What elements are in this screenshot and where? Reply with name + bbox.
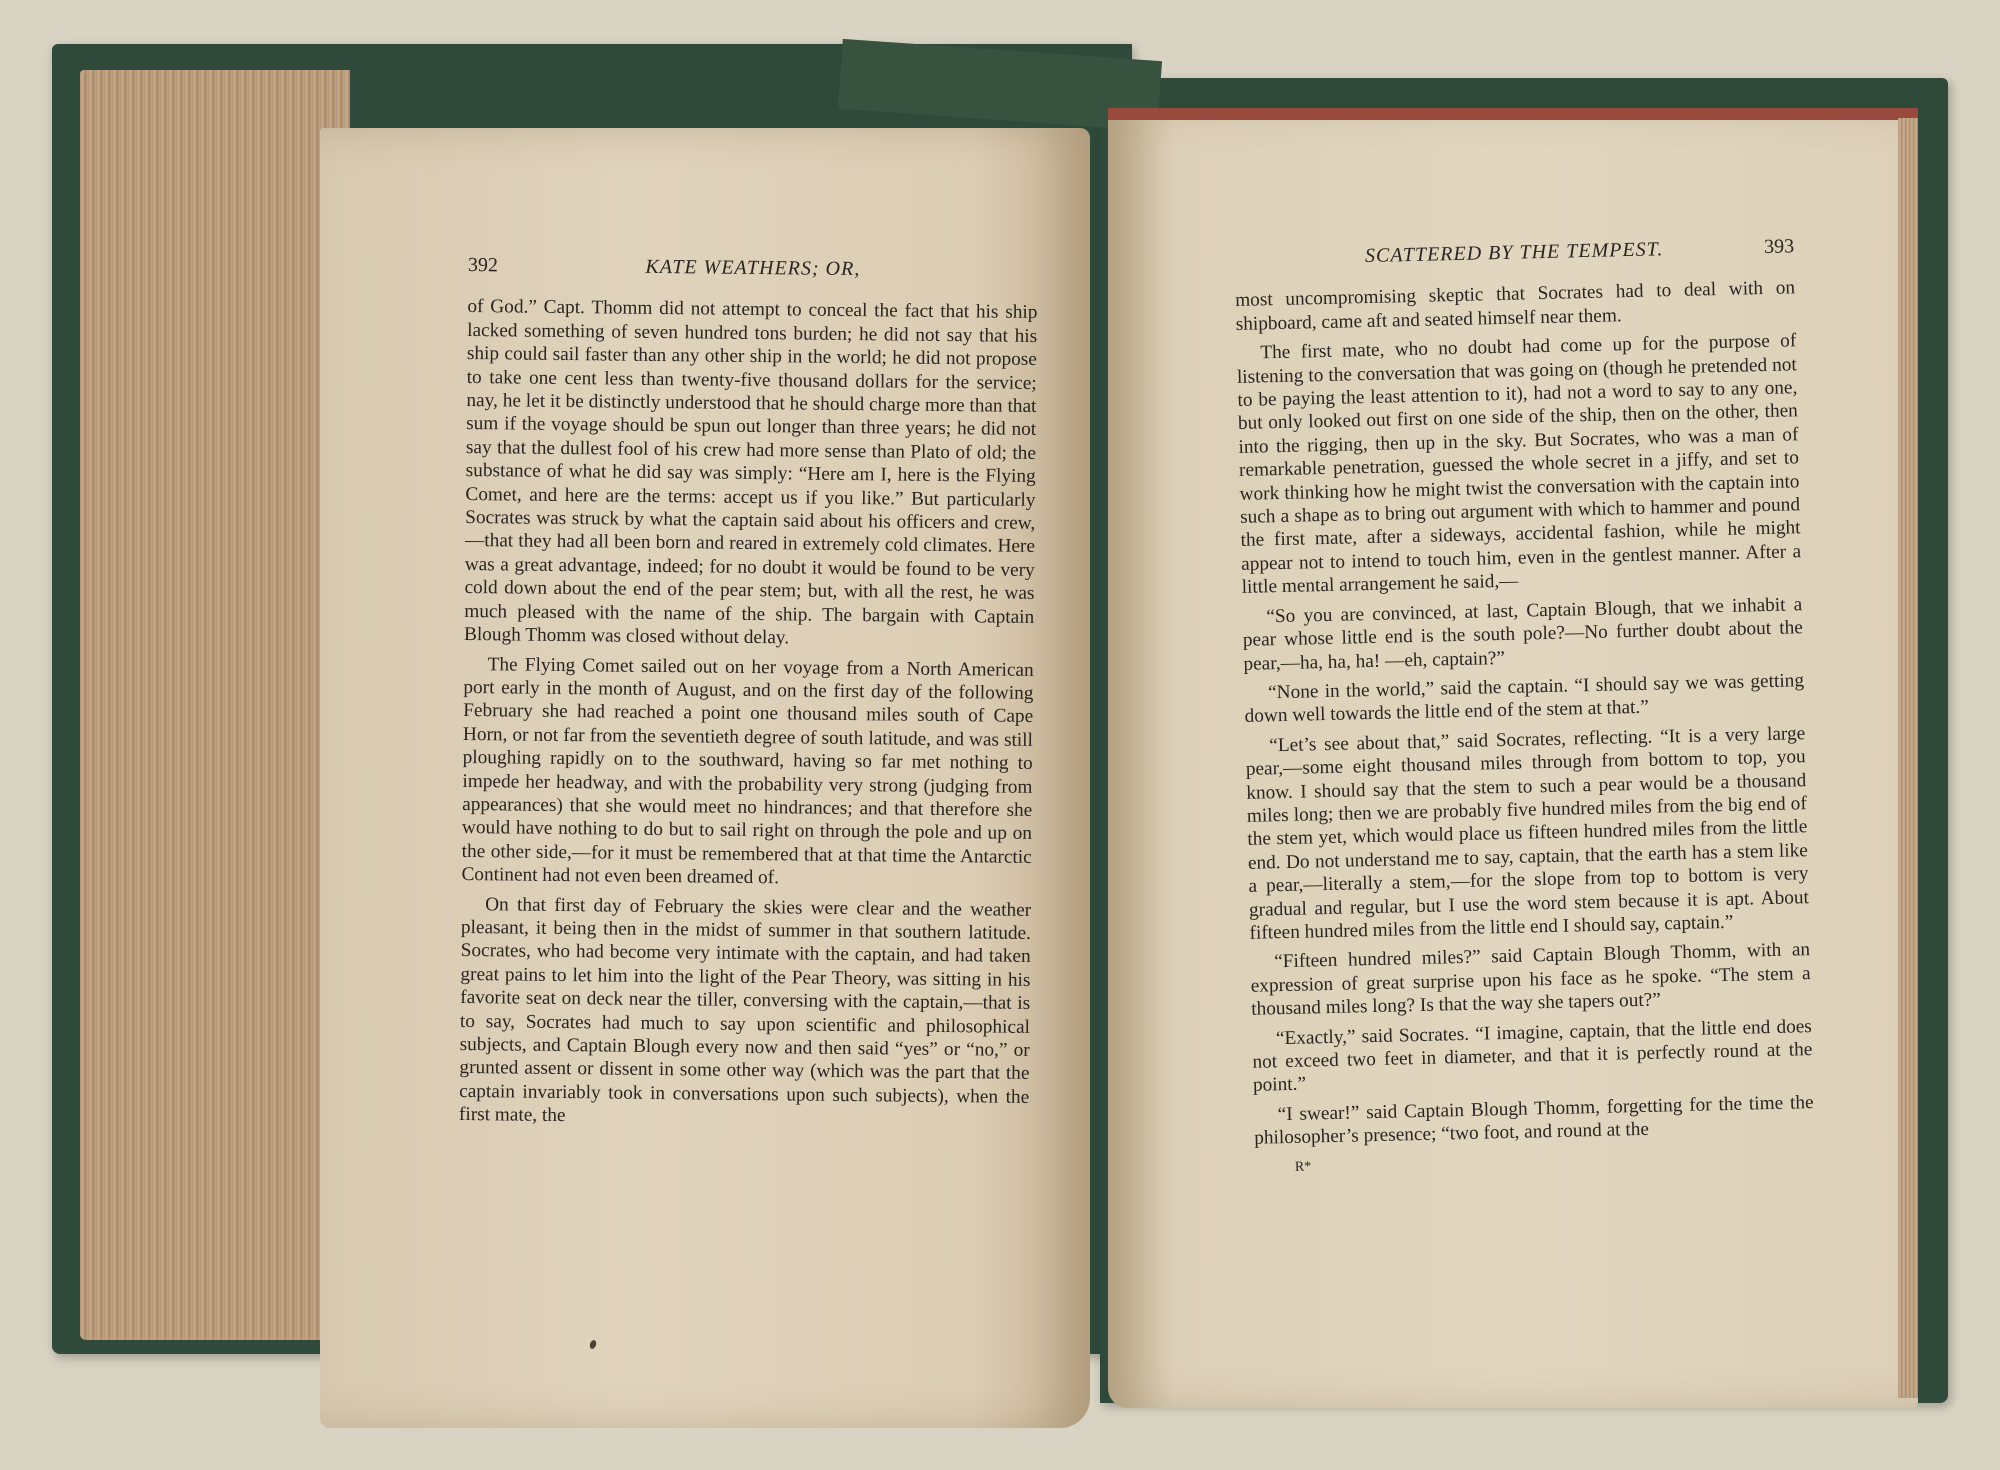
right-paragraph: “I swear!” said Captain Blough Thomm, forgetting for the time the philosopher’s presence; “two foot, and round at the bbox=[1253, 1091, 1814, 1149]
left-running-title: KATE WEATHERS; OR, bbox=[645, 255, 861, 281]
right-page-number: 393 bbox=[1763, 235, 1795, 258]
left-page-text bbox=[459, 254, 1038, 1139]
right-paragraph: “Let’s see about that,” said Socrates, reflecting. “It is a very large pear,—some eight thousand miles through from bottom to top, you know. I should say that the stem to such a pear would be a thousand miles long; then we are probably five hundred miles from the big end of the stem yet, which would place us fifteen hundred miles from the little end. Do not understand me to say, captain, that the earth has a stem like a pear,—literally a stem,—for the slope from top to bottom is very gradual and regular, but I use the word stem because it is apt. About fifteen hundred miles from the little end I should say, captain.” bbox=[1245, 722, 1810, 944]
right-page-edges bbox=[1898, 118, 1918, 1398]
right-paragraph: “So you are convinced, at last, Captain Blough, that we inhabit a pear whose little end is the south pole?—No further doubt about the pear,—ha, ha, ha! —eh, captain?” bbox=[1242, 593, 1804, 675]
right-running-title: SCATTERED BY THE TEMPEST. bbox=[1364, 238, 1664, 268]
right-page-text bbox=[1234, 235, 1815, 1179]
top-edge-red bbox=[1108, 108, 1918, 120]
left-paragraph: The Flying Comet sailed out on her voyage from a North American port early in the month of August, and on the first day of the following February she had reached a point one thousand miles south of Cape Horn, or not far from the seventieth degree of south latitude, and was still ploughing rapidly on to the southward, having so far met nothing to impede her headway, and with the probability very strong (judging from appearances) that she would meet no hindrances; and that therefore she would have nothing to do but to sail right on through the pole and up on the other side,—for it must be remembered that at that time the Antarctic Continent had not even been dreamed of. bbox=[461, 653, 1034, 889]
right-paragraph: “None in the world,” said the captain. “I should say we was getting down well towards the little end of the stem at that.” bbox=[1244, 670, 1805, 728]
right-paragraph: “Exactly,” said Socrates. “I imagine, captain, that the little end does not exceed two feet in diameter, and that it is perfectly round at the point.” bbox=[1252, 1015, 1813, 1097]
right-paragraph: most uncompromising skeptic that Socrates had to deal with on shipboard, came aft and seated himself near them. bbox=[1234, 277, 1796, 335]
left-page-header bbox=[468, 254, 1038, 283]
signature-mark: R* bbox=[1294, 1159, 1312, 1175]
left-paragraph: On that first day of February the skies were clear and the weather pleasant, it being then in the midst of summer in that southern latitude. Socrates, who had become very intimate with the captain, and had taken great pains to let him into the light of the Pear Theory, was sitting in his favorite seat on deck near the tiller, conversing with the captain,—that is to say, Socrates had much to say upon scientific and philosophical subjects, and Captain Blough every now and then said “yes” or “no,” or grunted assent or dissent in some other way (which was the part that the captain invariably took in conversations upon such subjects), when the first mate, the bbox=[458, 893, 1032, 1127]
right-paragraph: The first mate, who no doubt had come up for the purpose of listening to the conversation that was going on (though he pretended not to be paying the least attention to it), had not a word to say to any one, but only looked out first on one side of the ship, then on the other, then into the rigging, then up in the sky. But Socrates, who was a man of remarkable penetration, guessed the whole secret in a jiffy, and set to work thinking how he might twist the conversation with the captain into such a shape as to bring out argument with which to hammer and pound the first mate, after a sideways, accidental fashion, while he might appear not to intend to touch him, even in the gentlest manner. After a little mental arrangement he said,— bbox=[1236, 330, 1802, 599]
left-paragraph: of God.” Capt. Thomm did not attempt to conceal the fact that his ship lacked something of seven hundred tons burden; he did not say that his ship could sail faster than any other ship in the world; he did not propose to take one cent less than twenty-five thousand dollars for the service; nay, he let it be distinctly understood that he should charge more than that sum if the voyage should be spun out longer than three years; he did not say that the dullest fool of his crew had more sense than Plato of old; the substance of what he did say was simply: “Here am I, here is the Flying Comet, and here are the terms: accept us if you like.” But particularly Socrates was struck by what the captain said about his officers and crew,—that they had all been born and reared in extremely cold climates. Here was a great advantage, indeed; for no doubt it would be found to be very cold down about the end of the pear stem; but, with all the rest, he was much pleased with the name of the ship. The bargain with Captain Blough Thomm was closed without delay. bbox=[463, 296, 1038, 649]
left-page-number: 392 bbox=[467, 254, 498, 277]
page-stack-edges bbox=[80, 70, 350, 1340]
right-paragraph: “Fifteen hundred miles?” said Captain Blough Thomm, with an expression of great surprise upon his face as he spoke. “The stem a thousand miles long? Is that the way she tapers out?” bbox=[1250, 939, 1811, 1020]
